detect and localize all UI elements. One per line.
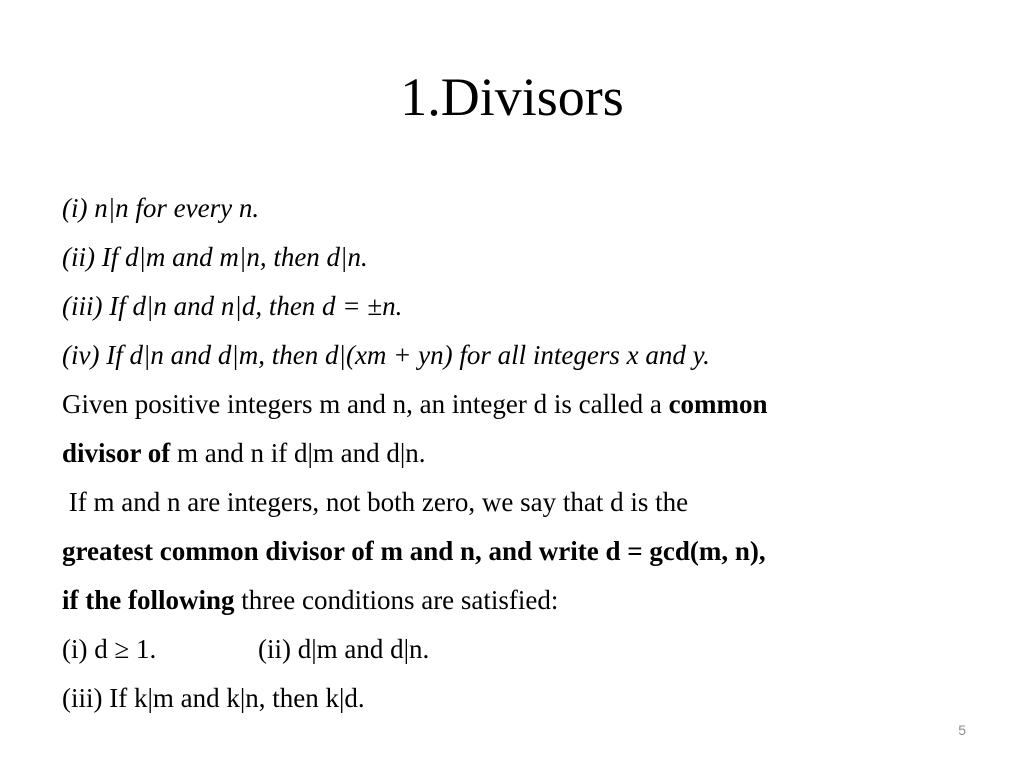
- common-divisor-line-2: [62, 429, 982, 478]
- property-2: (ii) If d|m and m|n, then d|n.: [62, 242, 368, 272]
- slide-body: [62, 184, 982, 723]
- gcd-conditions-intro: three conditions are satisfied:: [234, 585, 559, 615]
- common-divisor-term-2: divisor of: [62, 438, 171, 468]
- gcd-line-1: If m and n are integers, not both zero, we say that d is the: [62, 487, 689, 517]
- common-divisor-term-1: common: [668, 389, 768, 419]
- common-divisor-text: Given positive integers m and n, an integer d is called a: [62, 389, 669, 419]
- page-number: 5: [958, 722, 966, 738]
- condition-3: (iii) If k|m and k|n, then k|d.: [62, 683, 365, 713]
- property-3: (iii) If d|n and n|d, then d = ±n.: [62, 291, 403, 321]
- gcd-definition: greatest common divisor of m and n, and write d = gcd(m, n),: [62, 536, 766, 566]
- condition-1: (i) d ≥ 1.: [62, 634, 157, 664]
- conditions-line-1: [62, 625, 982, 674]
- common-divisor-condition: m and n if d|m and d|n.: [170, 438, 426, 468]
- common-divisor-line-1: [62, 380, 982, 429]
- property-1: (i) n|n for every n.: [62, 193, 260, 223]
- gcd-line-2: [62, 527, 982, 576]
- property-4: (iv) If d|n and d|m, then d|(xm + yn) for all integers x and y.: [62, 340, 710, 370]
- condition-2: (ii) d|m and d|n.: [258, 634, 430, 664]
- gcd-following: if the following: [62, 585, 235, 615]
- slide-title: 1.Divisors: [400, 67, 624, 127]
- gcd-line-3: [62, 576, 982, 625]
